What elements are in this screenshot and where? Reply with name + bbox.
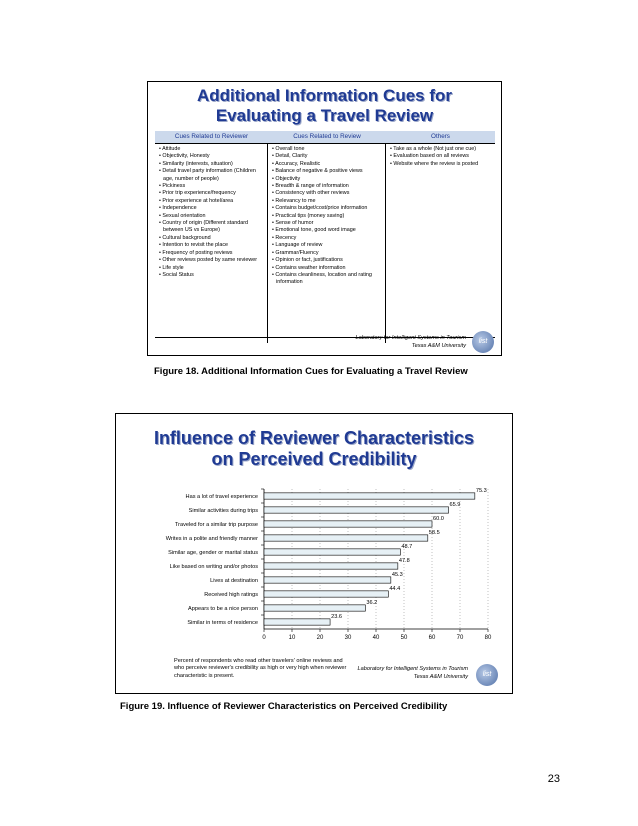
x-tick-label: 20	[316, 635, 324, 641]
cue-item: • Accuracy, Realistic	[272, 161, 383, 168]
cue-item: • Evaluation based on all reviews	[390, 153, 493, 160]
cue-item: • Relevancy to me	[272, 198, 383, 205]
cue-item: • Frequency of posting reviews	[159, 250, 265, 257]
category-label: Traveled for a similar trip purpose	[174, 522, 258, 528]
data-label: 75.3	[475, 487, 487, 494]
column-header-review: Cues Related to Review	[293, 133, 361, 140]
cue-item: • Consistency with other reviews	[272, 190, 383, 197]
cue-item: • Overall tone	[272, 146, 383, 153]
data-label: 44.4	[389, 585, 401, 592]
cue-item: • Intention to revisit the place	[159, 242, 265, 249]
cue-item: • Social Status	[159, 272, 265, 279]
category-label: Like based on writing and/or photos	[169, 564, 258, 570]
data-label: 48.7	[401, 543, 413, 550]
cue-item: • Detail travel party information (Children age, number of people)	[159, 168, 265, 183]
cue-item: • Balance of negative & positive views	[272, 168, 383, 175]
x-tick-label: 60	[428, 635, 436, 641]
category-label: Has a lot of travel experience	[185, 494, 258, 500]
figure-caption-19: Figure 19. Influence of Reviewer Characteristics on Perceived Credibility	[120, 701, 448, 712]
cue-item: • Sexual orientation	[159, 213, 265, 220]
slide-title-line2: Evaluating a Travel Review	[215, 105, 434, 125]
category-label: Similar activities during trips	[188, 508, 258, 514]
cue-item: • Prior experience at hotel/area	[159, 198, 265, 205]
other-cue-list	[390, 146, 493, 168]
column-other-cues	[386, 143, 495, 343]
column-review-cues	[268, 143, 386, 343]
data-label: 36.2	[366, 599, 378, 606]
slide-title	[148, 86, 501, 125]
list-logo: list	[472, 331, 494, 353]
bar	[264, 605, 365, 611]
lab-name: Laboratory for Intelligent Systems in Tourism	[357, 666, 468, 672]
bar	[264, 535, 428, 541]
bar	[264, 549, 400, 555]
x-tick-label: 50	[400, 635, 408, 641]
bar	[264, 493, 475, 499]
review-cue-list	[272, 146, 383, 287]
cue-item: • Breadth & range of information	[272, 183, 383, 190]
data-label: 58.5	[428, 529, 440, 536]
data-label: 23.6	[331, 613, 342, 620]
x-tick-label: 10	[288, 635, 296, 641]
slide-title-line2: on Perceived Credibility	[211, 448, 417, 469]
cue-item: • Language of review	[272, 242, 383, 249]
bar	[264, 563, 398, 569]
lab-credit	[358, 666, 468, 681]
bar	[264, 619, 330, 625]
cue-item: • Attitude	[159, 146, 265, 153]
cue-item: • Contains budget/cost/price information	[272, 205, 383, 212]
cue-item: • Pickiness	[159, 183, 265, 190]
chart-note: Percent of respondents who read other travelers' online reviews and who perceive reviewer's credibility as high or very high when reviewer characteristic is present.	[174, 658, 347, 679]
cue-item: • Prior trip experience/frequency	[159, 190, 265, 197]
category-label: Lives at destination	[210, 578, 258, 584]
reviewer-cue-list	[159, 146, 265, 279]
x-tick-label: 70	[456, 635, 464, 641]
column-reviewer-cues	[155, 143, 268, 343]
category-label: Appears to be a nice person	[188, 606, 258, 612]
cue-item: • Emotional tone, good word image	[272, 227, 383, 234]
cue-item: • Independence	[159, 205, 265, 212]
bar	[264, 507, 449, 513]
x-tick-label: 80	[484, 635, 492, 641]
column-header-reviewer: Cues Related to Reviewer	[174, 133, 249, 140]
column-header-others: Others	[431, 133, 450, 140]
cue-item: • Website where the review is posted	[390, 161, 493, 168]
figure-caption-18: Figure 18. Additional Information Cues for Evaluating a Travel Review	[154, 366, 468, 377]
slide-title-line1: Influence of Reviewer Characteristics	[153, 428, 475, 448]
credibility-bar-chart	[116, 414, 512, 693]
category-label: Received high ratings	[204, 592, 258, 598]
bar	[264, 591, 388, 597]
lab-name: Laboratory for Intelligent Systems in Tourism	[355, 335, 466, 341]
category-label: Writes in a polite and friendly manner	[165, 536, 258, 542]
cue-item: • Life style	[159, 265, 265, 272]
slide-additional-cues	[147, 81, 502, 356]
cue-item: • Sense of humor	[272, 220, 383, 227]
lab-credit	[356, 335, 466, 350]
x-tick-label: 40	[372, 635, 380, 641]
list-logo: list	[476, 664, 498, 686]
cue-table	[155, 131, 495, 403]
cue-item: • Practical tips (money saving)	[272, 213, 383, 220]
data-label: 47.8	[398, 557, 410, 564]
cue-table-header	[155, 131, 495, 143]
category-label: Similar in terms of residence	[187, 620, 258, 626]
slide-title-line1: Additional Information Cues for	[197, 86, 452, 105]
cue-item: • Detail, Clarity	[272, 153, 383, 160]
data-label: 65.9	[449, 501, 461, 508]
cue-item: • Contains cleanliness, location and rating information	[272, 272, 383, 287]
cue-item: • Recency	[272, 235, 383, 242]
cue-item: • Opinion or fact, justifications	[272, 257, 383, 264]
cue-item: • Cultural background	[159, 235, 265, 242]
x-tick-label: 30	[344, 635, 352, 641]
bar	[264, 577, 391, 583]
slide-reviewer-credibility	[115, 413, 513, 694]
cue-item: • Other reviews posted by same reviewer	[159, 257, 265, 264]
data-label: 60.0	[433, 515, 444, 522]
cue-item: • Objectivity, Honesty	[159, 153, 265, 160]
cue-item: • Take as a whole (Not just one cue)	[390, 146, 493, 153]
cue-item: • Objectivity	[272, 176, 383, 183]
cue-item: • Country of origin (Different standard between US vs Europe)	[159, 220, 265, 235]
x-tick-label: 0	[262, 635, 266, 641]
cue-item: • Similarity (interests, situation)	[159, 161, 265, 168]
bar	[264, 521, 432, 527]
category-label: Similar age, gender or marital status	[168, 550, 258, 556]
cue-item: • Grammar/Fluency	[272, 250, 383, 257]
data-label: 45.3	[391, 571, 403, 578]
university-name: Texas A&M University	[413, 673, 468, 680]
page-number: 23	[547, 773, 560, 785]
cue-item: • Contains weather information	[272, 265, 383, 272]
university-name: Texas A&M University	[411, 342, 466, 349]
